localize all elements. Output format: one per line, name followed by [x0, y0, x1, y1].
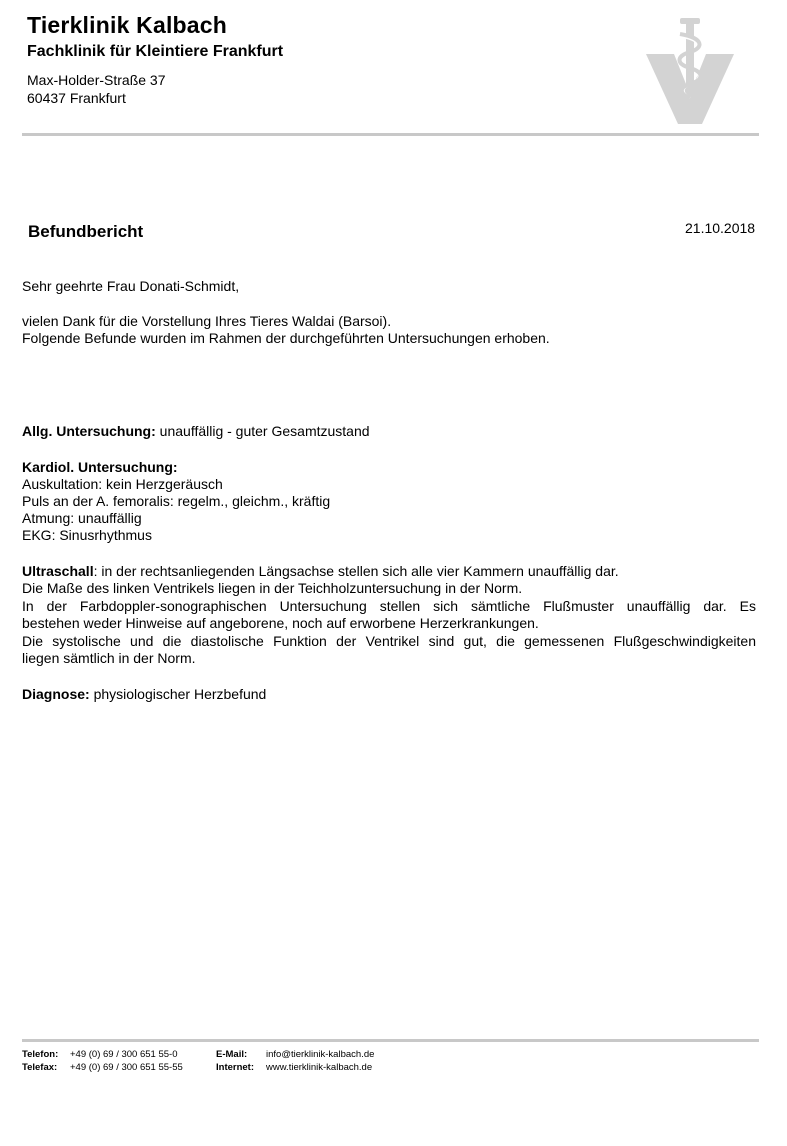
fax-number: +49 (0) 69 / 300 651 55-55	[70, 1062, 183, 1073]
ultrasound-line: Die Maße des linken Ventrikels liegen in der Teichholzuntersuchung in der Norm.	[22, 580, 523, 596]
ultrasound-line: Die systolische und die diastolische Funktion der Ventrikel sind gut, die gemessenen Flußgeschwindigkeiten	[22, 633, 756, 649]
cardio-finding: EKG: Sinusrhythmus	[22, 527, 152, 543]
diagnosis-text: physiologischer Herzbefund	[89, 686, 267, 702]
clinic-subtitle: Fachklinik für Kleintiere Frankfurt	[27, 43, 284, 60]
salutation: Sehr geehrte Frau Donati-Schmidt,	[22, 278, 240, 294]
footer-divider	[22, 1039, 759, 1042]
ultrasound-text: : in der rechtsanliegenden Längsachse stellen sich alle vier Kammern unauffällig dar.	[93, 563, 619, 579]
email-address: info@tierklinik-kalbach.de	[266, 1049, 375, 1060]
phone-number: +49 (0) 69 / 300 651 55-0	[70, 1049, 178, 1060]
intro-line: vielen Dank für die Vorstellung Ihres Tieres Waldai (Barsoi).	[22, 313, 392, 329]
web-address: www.tierklinik-kalbach.de	[266, 1062, 373, 1073]
header-divider	[22, 133, 759, 136]
clinic-city: 60437 Frankfurt	[27, 90, 126, 106]
ultrasound-line: bestehen weder Hinweise auf angeborene, noch auf erworbene Herzerkrankungen.	[22, 615, 539, 631]
general-exam-text: unauffällig - guter Gesamtzustand	[155, 423, 370, 439]
ultrasound-label: Ultraschall	[22, 563, 94, 579]
cardio-finding: Puls an der A. femoralis: regelm., gleichm., kräftig	[22, 493, 331, 509]
fax-label: Telefax:	[22, 1062, 58, 1073]
document-date: 21.10.2018	[685, 220, 756, 236]
cardio-exam-label: Kardiol. Untersuchung:	[22, 459, 178, 475]
diagnosis-label: Diagnose:	[22, 686, 90, 702]
email-label: E-Mail:	[216, 1049, 248, 1060]
clinic-name: Tierklinik Kalbach	[27, 12, 228, 38]
veterinary-logo-icon	[640, 14, 740, 126]
ultrasound-line: liegen sämtlich in der Norm.	[22, 650, 196, 666]
web-label: Internet:	[216, 1062, 254, 1073]
document-title: Befundbericht	[28, 222, 144, 241]
ultrasound-line: In der Farbdoppler-sonographischen Untersuchung stellen sich sämtliche Flußmuster unauffällig dar. Es	[22, 598, 756, 614]
cardio-finding: Atmung: unauffällig	[22, 510, 142, 526]
phone-label: Telefon:	[22, 1049, 59, 1060]
intro-line: Folgende Befunde wurden im Rahmen der durchgeführten Untersuchungen erhoben.	[22, 330, 550, 346]
general-exam-label: Allg. Untersuchung:	[22, 423, 156, 439]
clinic-street: Max-Holder-Straße 37	[27, 72, 166, 88]
ultrasound-line	[22, 563, 619, 580]
diagnosis	[22, 686, 266, 703]
cardio-finding: Auskultation: kein Herzgeräusch	[22, 476, 223, 492]
general-exam	[22, 423, 370, 440]
